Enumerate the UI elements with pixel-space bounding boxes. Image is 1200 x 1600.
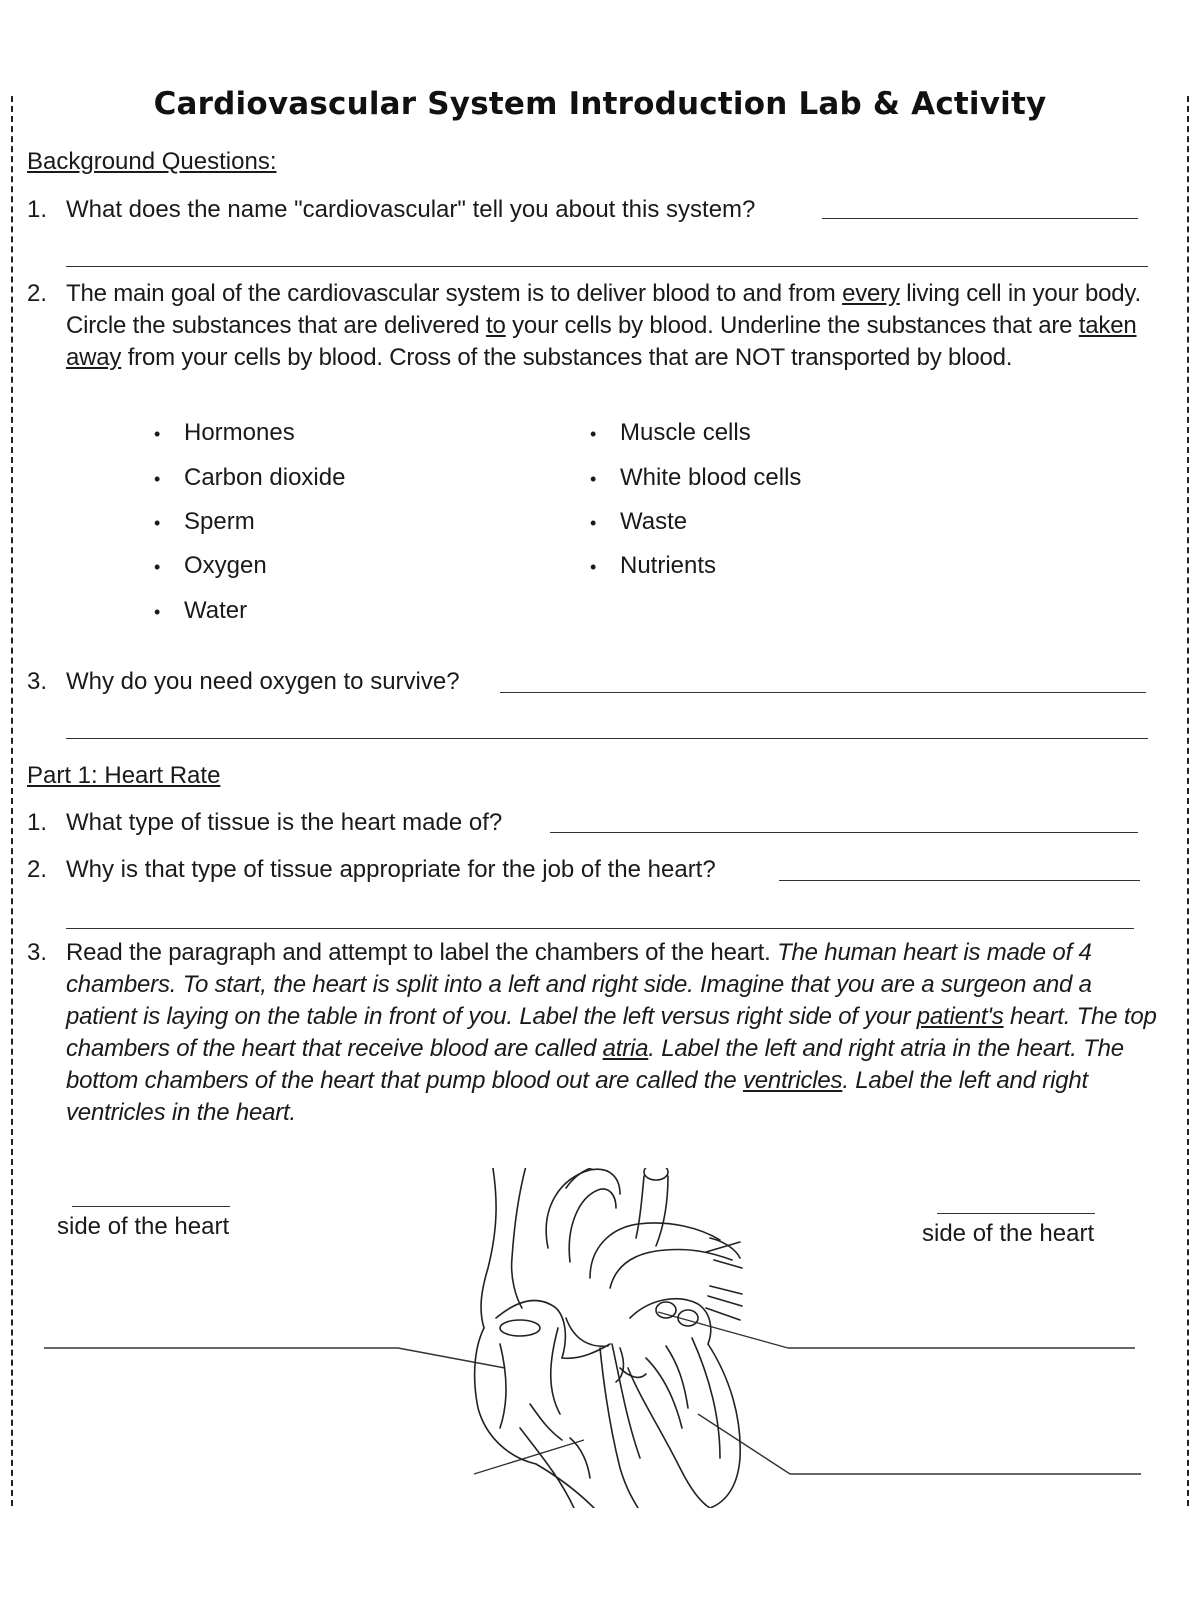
list-item: • Water bbox=[154, 597, 248, 624]
p1-q1-number: 1. bbox=[27, 809, 48, 836]
left-side-label: side of the heart bbox=[57, 1213, 230, 1240]
list-item: • Waste bbox=[590, 508, 688, 535]
p1-q3-text: Read the paragraph and attempt to label the chambers of the heart. The human heart is made of 4 chambers. To start, the heart is split into a left and right side. Imagine that you are a surgeon and a patient is laying on the table in front of you. Label the left versus right side of your patient's heart. The top chambers of the heart that receive blood are called atria. Label the left and right atria in the heart. The bottom chambers of the heart that pump blood out are called the ventricles. Label the left and right ventricles in the heart. bbox=[66, 939, 1157, 1126]
p1-q1-text: What type of tissue is the heart made of? bbox=[66, 809, 503, 836]
p1-q2-number: 2. bbox=[27, 856, 48, 883]
bg-q2-number: 2. bbox=[27, 280, 48, 307]
list-item: • Muscle cells bbox=[590, 419, 751, 446]
bg-q3-number: 3. bbox=[27, 668, 48, 695]
heart-diagram-icon bbox=[470, 1168, 770, 1508]
p1-q3-number: 3. bbox=[27, 939, 48, 966]
list-item: • Nutrients bbox=[590, 552, 717, 579]
bg-q3-text: Why do you need oxygen to survive? bbox=[66, 668, 460, 695]
page-title: Cardiovascular System Introduction Lab & Activity bbox=[153, 86, 1047, 122]
background-heading: Background Questions: bbox=[27, 148, 277, 175]
bg-q1-text: What does the name "cardiovascular" tell you about this system? bbox=[66, 196, 756, 223]
right-side-label: side of the heart bbox=[922, 1220, 1095, 1247]
list-item: • White blood cells bbox=[590, 464, 802, 491]
list-item: • Sperm bbox=[154, 508, 255, 535]
list-item: • Carbon dioxide bbox=[154, 464, 346, 491]
p1-q2-text: Why is that type of tissue appropriate for the job of the heart? bbox=[66, 856, 716, 883]
list-item: • Hormones bbox=[154, 419, 295, 446]
list-item: • Oxygen bbox=[154, 552, 267, 579]
part1-heading: Part 1: Heart Rate bbox=[27, 762, 221, 789]
bg-q1-number: 1. bbox=[27, 196, 48, 223]
bg-q2-text: The main goal of the cardiovascular system is to deliver blood to and from every living cell in your body. Circle the substances that are delivered to your cells by blood. Underline the substances that are taken away from your cells by blood. Cross of the substances that are NOT transported by blood. bbox=[66, 280, 1141, 371]
